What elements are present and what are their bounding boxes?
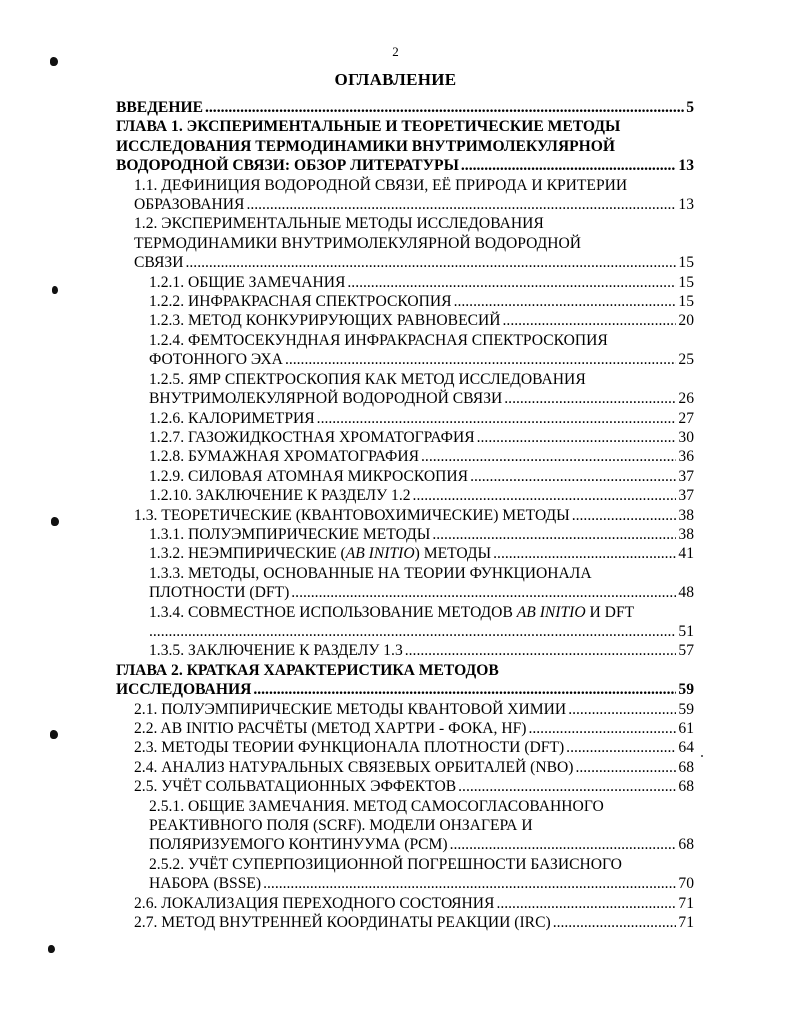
punch-hole-mark: [50, 57, 58, 66]
toc-entry: [134, 700, 694, 719]
dot-leader: [421, 447, 676, 466]
dot-leader: [568, 700, 676, 719]
dot-leader: [253, 680, 676, 699]
toc-page-number: 41: [678, 545, 694, 563]
toc-page-number: 71: [678, 894, 694, 912]
dot-leader: [496, 894, 676, 913]
toc-entry: [149, 525, 694, 544]
toc-entry-line: ИССЛЕДОВАНИЯ ТЕРМОДИНАМИКИ ВНУТРИМОЛЕКУЛЯРНОЙ: [116, 137, 616, 155]
dot-leader: [149, 622, 676, 641]
toc-entry-line: ПЛОТНОСТИ (DFT): [149, 584, 290, 602]
toc-entry-line: 1.2.1. ОБЩИЕ ЗАМЕЧАНИЯ: [149, 273, 346, 291]
toc-entry: [116, 117, 694, 175]
toc-page-number: 37: [678, 467, 694, 485]
toc-page-number: 61: [678, 720, 694, 737]
dot-leader: [432, 525, 676, 544]
toc-entry-line: 1.3.3. МЕТОДЫ, ОСНОВАННЫЕ НА ТЕОРИИ ФУНКЦИОНАЛА: [149, 564, 592, 582]
toc-entry: [134, 894, 694, 913]
page-number: 2: [392, 44, 399, 59]
toc-entry-line: 2.3. МЕТОДЫ ТЕОРИИ ФУНКЦИОНАЛА ПЛОТНОСТИ (DFT): [134, 739, 565, 757]
dot-leader: [454, 292, 677, 311]
dot-leader: [477, 428, 677, 447]
punch-hole-mark: [48, 945, 55, 953]
dot-leader: [246, 195, 676, 214]
toc-entry: [149, 797, 694, 855]
toc-entry-line: ПОЛЯРИЗУЕМОГО КОНТИНУУМА (PCM): [149, 836, 448, 854]
toc-title: ОГЛАВЛЕНИЕ: [334, 70, 457, 89]
toc-entry: [134, 719, 694, 738]
toc-entry-line: 1.2.9. СИЛОВАЯ АТОМНАЯ МИКРОСКОПИЯ: [149, 467, 469, 485]
toc-entry-line: 1.3. ТЕОРЕТИЧЕСКИЕ (КВАНТОВОХИМИЧЕСКИЕ) МЕТОДЫ: [134, 506, 570, 524]
toc-page-number: 5: [686, 99, 694, 116]
toc-entry-line: ИССЛЕДОВАНИЯ: [116, 681, 252, 699]
toc-page-number: 68: [678, 758, 694, 776]
table-of-contents: [116, 98, 694, 932]
toc-entry-line: 1.2. ЭКСПЕРИМЕНТАЛЬНЫЕ МЕТОДЫ ИССЛЕДОВАНИЯ: [134, 215, 544, 233]
toc-page-number: 15: [678, 273, 694, 291]
toc-entry: [134, 758, 694, 777]
toc-entry: [134, 214, 694, 272]
dot-leader: [575, 758, 676, 777]
toc-entry-line: 1.2.4. ФЕМТОСЕКУНДНАЯ ИНФРАКРАСНАЯ СПЕКТРОСКОПИЯ: [149, 331, 608, 349]
dot-leader: [461, 156, 677, 175]
toc-entry: [149, 544, 694, 563]
toc-entry: [149, 603, 694, 642]
dot-leader: [291, 583, 676, 602]
toc-entry-line: 1.2.8. БУМАЖНАЯ ХРОМАТОГРАФИЯ: [149, 448, 420, 466]
toc-entry-line: 1.2.5. ЯМР СПЕКТРОСКОПИЯ КАК МЕТОД ИССЛЕДОВАНИЯ: [149, 370, 586, 388]
dot-leader: [572, 506, 677, 525]
toc-entry-line: 1.3.5. ЗАКЛЮЧЕНИЕ К РАЗДЕЛУ 1.3: [149, 642, 403, 660]
toc-entry-line: НАБОРА (BSSE): [149, 875, 262, 893]
toc-entry-line: ВВЕДЕНИЕ: [116, 99, 203, 116]
toc-entry: [149, 292, 694, 311]
dot-leader: [528, 719, 676, 738]
dot-leader: [317, 409, 677, 428]
toc-entry-line: 2.4. АНАЛИЗ НАТУРАЛЬНЫХ СВЯЗЕВЫХ ОРБИТАЛЕЙ (NBO): [134, 758, 574, 776]
toc-entry-line: 2.5.1. ОБЩИЕ ЗАМЕЧАНИЯ. МЕТОД САМОСОГЛАСОВАННОГО: [149, 797, 604, 815]
dot-leader: [566, 738, 676, 757]
toc-entry: [149, 564, 694, 603]
toc-entry-line: РЕАКТИВНОГО ПОЛЯ (SCRF). МОДЕЛИ ОНЗАГЕРА И: [149, 817, 533, 835]
toc-entry: [149, 855, 694, 894]
toc-entry: [149, 273, 694, 292]
toc-entry: [149, 370, 694, 409]
toc-entry: [134, 777, 694, 796]
toc-entry-line: 1.3.2. НЕЭМПИРИЧЕСКИЕ (AB INITIO) МЕТОДЫ: [149, 545, 492, 563]
punch-hole-mark: [50, 730, 58, 739]
toc-entry: [116, 661, 694, 700]
toc-entry-line: 1.1. ДЕФИНИЦИЯ ВОДОРОДНОЙ СВЯЗИ, ЕЁ ПРИРОДА И КРИТЕРИИ: [134, 176, 628, 194]
toc-entry: [149, 311, 694, 330]
toc-entry-line: 1.2.3. МЕТОД КОНКУРИРУЮЩИХ РАВНОВЕСИЙ: [149, 312, 501, 330]
toc-entry-line: 1.2.7. ГАЗОЖИДКОСТНАЯ ХРОМАТОГРАФИЯ: [149, 428, 475, 446]
dot-leader: [347, 273, 676, 292]
toc-entry-line: 2.2. AB INITIO РАСЧЁТЫ (МЕТОД ХАРТРИ - ФОКА, HF): [134, 720, 527, 737]
toc-entry-line: ГЛАВА 1. ЭКСПЕРИМЕНТАЛЬНЫЕ И ТЕОРЕТИЧЕСКИЕ МЕТОДЫ: [116, 118, 621, 136]
toc-entry-line: 1.3.4. СОВМЕСТНОЕ ИСПОЛЬЗОВАНИЕ МЕТОДОВ AB INITIO И DFT: [149, 603, 635, 621]
toc-page-number: 13: [678, 157, 694, 175]
dot-leader: [405, 641, 677, 660]
toc-page-number: 38: [678, 525, 694, 543]
toc-entry-line: 1.3.1. ПОЛУЭМПИРИЧЕСКИЕ МЕТОДЫ: [149, 525, 431, 543]
toc-page-number: 48: [678, 584, 694, 602]
dot-leader: [413, 486, 677, 505]
toc-entry: [149, 486, 694, 505]
toc-entry-line: ОБРАЗОВАНИЯ: [134, 196, 245, 214]
toc-entry-line: 1.2.6. КАЛОРИМЕТРИЯ: [149, 409, 315, 427]
toc-page-number: 20: [678, 312, 694, 330]
toc-entry-line: 2.5. УЧЁТ СОЛЬВАТАЦИОННЫХ ЭФФЕКТОВ: [134, 778, 457, 796]
toc-page-number: 51: [678, 622, 694, 640]
dot-leader: [186, 253, 677, 272]
toc-page-number: 71: [678, 914, 694, 932]
dot-leader: [470, 467, 676, 486]
toc-entry: [134, 738, 694, 757]
dot-leader: [285, 350, 676, 369]
toc-entry: [116, 98, 694, 117]
toc-page-number: 36: [678, 448, 694, 466]
toc-entry: [149, 409, 694, 428]
toc-page-number: 30: [678, 428, 694, 446]
toc-page-number: 13: [678, 196, 694, 214]
dot-leader: [205, 98, 684, 117]
dot-leader: [504, 389, 676, 408]
toc-page-number: 25: [678, 351, 694, 369]
toc-entry: [149, 331, 694, 370]
toc-entry: [149, 641, 694, 660]
toc-entry-line: СВЯЗИ: [134, 254, 184, 272]
toc-entry-line: 2.6. ЛОКАЛИЗАЦИЯ ПЕРЕХОДНОГО СОСТОЯНИЯ: [134, 894, 495, 912]
toc-page-number: 26: [678, 390, 694, 408]
dot-leader: [493, 544, 676, 563]
dot-leader: [458, 777, 676, 796]
toc-page-number: 64: [678, 739, 694, 757]
toc-entry-line: 2.7. МЕТОД ВНУТРЕННЕЙ КООРДИНАТЫ РЕАКЦИИ (IRC): [134, 914, 551, 932]
toc-entry-line: ГЛАВА 2. КРАТКАЯ ХАРАКТЕРИСТИКА МЕТОДОВ: [116, 661, 499, 679]
dot-leader: [503, 311, 677, 330]
toc-page-number: 27: [678, 409, 694, 427]
toc-page-number: 15: [678, 293, 694, 311]
scan-speck: [701, 755, 703, 757]
toc-page-number: 15: [678, 254, 694, 272]
toc-entry-line: 2.5.2. УЧЁТ СУПЕРПОЗИЦИОННОЙ ПОГРЕШНОСТИ БАЗИСНОГО: [149, 855, 622, 873]
toc-entry-line: ТЕРМОДИНАМИКИ ВНУТРИМОЛЕКУЛЯРНОЙ ВОДОРОДНОЙ: [134, 234, 582, 252]
toc-entry: [149, 428, 694, 447]
toc-entry-line: 1.2.2. ИНФРАКРАСНАЯ СПЕКТРОСКОПИЯ: [149, 293, 452, 311]
toc-entry: [149, 467, 694, 486]
dot-leader: [450, 835, 677, 854]
toc-page-number: 57: [678, 642, 694, 660]
toc-entry: [134, 176, 694, 215]
toc-entry: [134, 913, 694, 932]
dot-leader: [263, 874, 676, 893]
toc-entry: [134, 506, 694, 525]
toc-page-number: 68: [678, 778, 694, 796]
toc-page-number: 68: [678, 836, 694, 854]
toc-page-number: 37: [678, 487, 694, 505]
toc-page-number: 59: [678, 700, 694, 718]
dot-leader: [553, 913, 677, 932]
toc-page-number: 70: [678, 875, 694, 893]
toc-entry: [149, 447, 694, 466]
toc-entry-line: ФОТОННОГО ЭХА: [149, 351, 283, 369]
toc-page-number: 38: [678, 506, 694, 524]
punch-hole-mark: [52, 286, 58, 294]
toc-entry-line: ВНУТРИМОЛЕКУЛЯРНОЙ ВОДОРОДНОЙ СВЯЗИ: [149, 390, 503, 408]
toc-entry-line: 1.2.10. ЗАКЛЮЧЕНИЕ К РАЗДЕЛУ 1.2: [149, 487, 411, 505]
toc-entry-line: ВОДОРОДНОЙ СВЯЗИ: ОБЗОР ЛИТЕРАТУРЫ: [116, 157, 459, 175]
punch-hole-mark: [51, 517, 59, 526]
toc-entry-line: 2.1. ПОЛУЭМПИРИЧЕСКИЕ МЕТОДЫ КВАНТОВОЙ ХИМИИ: [134, 700, 567, 718]
toc-page-number: 59: [678, 681, 694, 699]
